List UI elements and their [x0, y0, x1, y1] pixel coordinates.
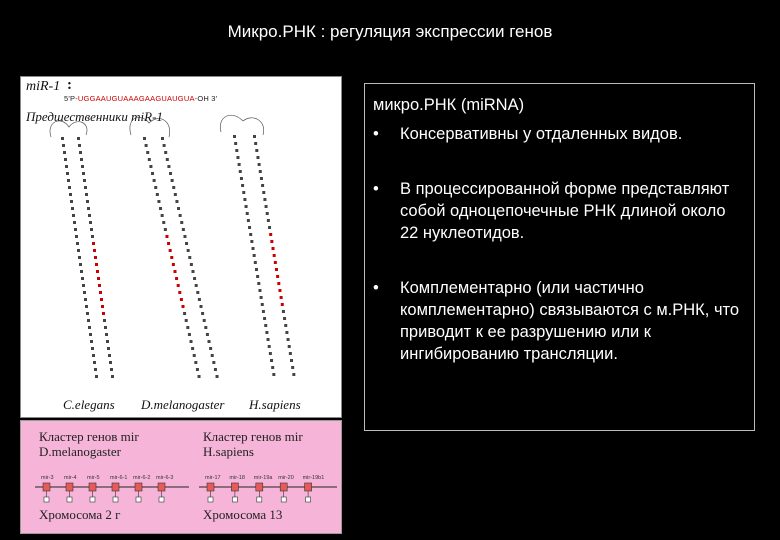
nucleotide-mark [258, 163, 261, 166]
nucleotide-mark [262, 310, 265, 313]
nucleotide-mark [85, 305, 88, 308]
bullet-dot: • [373, 125, 379, 143]
nucleotide-mark [185, 319, 188, 322]
gene-marker [44, 497, 49, 502]
species-label-dmelanogaster: D.melanogaster [141, 397, 225, 412]
nucleotide-mark [79, 151, 82, 154]
nucleotide-mark [260, 177, 263, 180]
nucleotide-mark [263, 198, 266, 201]
nucleotide-mark [179, 214, 182, 217]
nucleotide-mark [257, 282, 260, 285]
nucleotide-mark [270, 359, 273, 362]
nucleotide-mark [187, 249, 190, 252]
nucleotide-mark [193, 277, 196, 280]
bullet-item [373, 178, 746, 244]
nucleotide-mark [253, 135, 256, 138]
nucleotide-mark [79, 263, 82, 266]
nucleotide-mark [216, 375, 219, 378]
seq-suffix: OH 3' [197, 94, 218, 103]
nucleotide-mark [156, 193, 159, 196]
nucleotide-mark [74, 228, 77, 231]
nucleotide-mark [93, 249, 96, 252]
nucleotide-mark [105, 333, 108, 336]
nucleotide-mark [93, 361, 96, 364]
nucleotide-mark [76, 242, 79, 245]
cluster-dmel-title-line2: D.melanogaster [39, 444, 121, 459]
nucleotide-mark [83, 291, 86, 294]
nucleotide-mark [107, 347, 110, 350]
nucleotide-mark [254, 142, 257, 145]
nucleotide-mark [196, 368, 199, 371]
gene-label: mir-20 [278, 475, 294, 481]
gene-marker [67, 497, 72, 502]
nucleotide-mark [263, 317, 266, 320]
nucleotide-mark [154, 186, 157, 189]
gene-box [256, 483, 263, 491]
nucleotide-mark [95, 375, 98, 378]
hairpin-stems [61, 135, 295, 378]
nucleotide-mark [252, 247, 255, 250]
nucleotide-mark [182, 228, 185, 231]
mir1-precursor-figure [20, 76, 342, 418]
bullet-dot: • [373, 279, 379, 297]
nucleotide-mark [249, 233, 252, 236]
gene-marker [257, 497, 262, 502]
nucleotide-mark [157, 200, 160, 203]
nucleotide-mark [280, 296, 283, 299]
nucleotide-mark [98, 284, 101, 287]
nucleotide-mark [247, 219, 250, 222]
nucleotide-mark [109, 361, 112, 364]
gene-cluster-figure [20, 420, 342, 534]
nucleotide-mark [183, 235, 186, 238]
mir1-label: miR-1 [26, 79, 61, 94]
nucleotide-mark [69, 193, 72, 196]
nucleotide-mark [165, 235, 168, 238]
nucleotide-mark [68, 186, 71, 189]
nucleotide-mark [143, 137, 146, 140]
nucleotide-mark [149, 165, 152, 168]
nucleotide-mark [261, 303, 264, 306]
nucleotide-mark [86, 312, 89, 315]
nucleotide-mark [172, 263, 175, 266]
nucleotide-mark [169, 249, 172, 252]
nucleotide-mark [180, 221, 183, 224]
nucleotide-mark [188, 256, 191, 259]
nucleotide-mark [209, 347, 212, 350]
nucleotide-mark [196, 291, 199, 294]
cluster-dmel-title-line1: Кластер генов mir [39, 429, 139, 444]
nucleotide-mark [78, 144, 81, 147]
nucleotide-mark [66, 172, 69, 175]
panel-heading: микро.РНК (miRNA) [373, 96, 525, 114]
nucleotide-mark [240, 177, 243, 180]
nucleotide-mark [245, 205, 248, 208]
nucleotide-mark [91, 235, 94, 238]
nucleotide-mark [271, 366, 274, 369]
cluster-hsap-diagram [199, 475, 337, 502]
nucleotide-mark [162, 221, 165, 224]
nucleotide-mark [259, 170, 262, 173]
nucleotide-mark [65, 165, 68, 168]
nucleotide-mark [201, 312, 204, 315]
nucleotide-mark [87, 207, 90, 210]
nucleotide-mark [103, 319, 106, 322]
nucleotide-mark [89, 221, 92, 224]
nucleotide-mark [82, 172, 85, 175]
nucleotide-mark [212, 361, 215, 364]
bullet-item [373, 123, 746, 145]
gene-box [207, 483, 214, 491]
nucleotide-mark [235, 149, 238, 152]
nucleotide-mark [261, 184, 264, 187]
nucleotide-mark [264, 324, 267, 327]
nucleotide-mark [177, 207, 180, 210]
cluster-dmel-diagram [35, 475, 189, 502]
nucleotide-mark [267, 219, 270, 222]
nucleotide-mark [62, 144, 65, 147]
nucleotide-mark [61, 137, 64, 140]
nucleotide-mark [253, 254, 256, 257]
gene-marker [281, 497, 286, 502]
seq-prefix: 5'P [64, 94, 76, 103]
nucleotide-mark [265, 205, 268, 208]
nucleotide-mark [167, 165, 170, 168]
nucleotide-mark [190, 263, 193, 266]
nucleotide-mark [214, 368, 217, 371]
nucleotide-mark [174, 193, 177, 196]
nucleotide-mark [94, 256, 97, 259]
gene-label: mir-6-3 [156, 475, 174, 481]
nucleotide-mark [248, 226, 251, 229]
bullet-text: Комплементарно (или частично комплементарно) связываются с м.РНК, что приводит к ее разрушению или к ингибированию трансляции. [400, 279, 740, 363]
nucleotide-mark [198, 298, 201, 301]
nucleotide-mark [180, 298, 183, 301]
nucleotide-mark [84, 186, 87, 189]
nucleotide-mark [161, 137, 164, 140]
gene-marker [90, 497, 95, 502]
nucleotide-mark [97, 277, 100, 280]
nucleotide-mark [153, 179, 156, 182]
chromosome-label-hsap: Хромосома 13 [203, 507, 283, 522]
nucleotide-mark [285, 331, 288, 334]
nucleotide-mark [92, 354, 95, 357]
seq-red: UGGAAUGUAAAGAAGUAUGUA [77, 94, 195, 103]
nucleotide-mark [80, 158, 83, 161]
nucleotide-mark [88, 326, 91, 329]
nucleotide-mark [175, 277, 178, 280]
nucleotide-mark [274, 261, 277, 264]
nucleotide-mark [177, 284, 180, 287]
nucleotide-mark [186, 326, 189, 329]
nucleotide-mark [275, 268, 278, 271]
gene-label: mir-3 [41, 475, 54, 481]
nucleotide-mark [84, 298, 87, 301]
nucleotide-mark [265, 331, 268, 334]
cluster-hsap-title-line2: H.sapiens [203, 444, 254, 459]
nucleotide-mark [277, 282, 280, 285]
nucleotide-mark [182, 305, 185, 308]
nucleotide-mark [100, 298, 103, 301]
nucleotide-mark [169, 172, 172, 175]
nucleotide-mark [145, 144, 148, 147]
nucleotide-mark [146, 151, 149, 154]
gene-box [43, 483, 50, 491]
nucleotide-mark [77, 249, 80, 252]
nucleotide-mark [290, 359, 293, 362]
nucleotide-mark [268, 345, 271, 348]
gene-box [112, 483, 119, 491]
nucleotide-mark [163, 144, 166, 147]
nucleotide-mark [256, 156, 259, 159]
nucleotide-mark [198, 375, 201, 378]
nucleotide-mark [164, 151, 167, 154]
nucleotide-mark [291, 366, 294, 369]
gene-marker [208, 497, 213, 502]
nucleotide-mark [260, 296, 263, 299]
nucleotide-mark [110, 368, 113, 371]
nucleotide-mark [269, 352, 272, 355]
nucleotide-mark [102, 312, 105, 315]
nucleotide-mark [170, 256, 173, 259]
nucleotide-mark [72, 214, 75, 217]
nucleotide-mark [90, 228, 93, 231]
gene-label: mir-18 [229, 475, 245, 481]
nucleotide-mark [255, 268, 258, 271]
nucleotide-mark [206, 333, 209, 336]
species-label-celegans: C.elegans [63, 397, 115, 412]
slide-title: Микро.РНК : регуляция экспрессии генов [227, 22, 553, 41]
nucleotide-mark [83, 179, 86, 182]
nucleotide-mark [172, 186, 175, 189]
nucleotide-mark [77, 137, 80, 140]
nucleotide-mark [88, 214, 91, 217]
bullet-dot: • [373, 180, 379, 198]
nucleotide-mark [234, 142, 237, 145]
nucleotide-mark [95, 263, 98, 266]
nucleotide-mark [70, 200, 73, 203]
nucleotide-mark [203, 319, 206, 322]
nucleotide-mark [190, 340, 193, 343]
nucleotide-mark [282, 310, 285, 313]
nucleotide-mark [233, 135, 236, 138]
nucleotide-mark [194, 361, 197, 364]
nucleotide-mark [287, 338, 290, 341]
nucleotide-mark [73, 221, 76, 224]
bullet-item [373, 277, 746, 365]
bullet-text: Консервативны у отдаленных видов. [400, 125, 683, 143]
nucleotide-mark [258, 289, 261, 292]
nucleotide-mark [101, 305, 104, 308]
nucleotide-mark [289, 352, 292, 355]
cluster-hsap-title-line1: Кластер генов mir [203, 429, 303, 444]
nucleotide-mark [104, 326, 107, 329]
nucleotide-mark [63, 151, 66, 154]
nucleotide-mark [254, 261, 257, 264]
gene-label: mir-19b1 [302, 475, 325, 481]
nucleotide-mark [191, 347, 194, 350]
nucleotide-mark [81, 165, 84, 168]
nucleotide-mark [238, 163, 241, 166]
nucleotide-mark [178, 291, 181, 294]
nucleotide-mark [273, 254, 276, 257]
nucleotide-mark [67, 179, 70, 182]
gene-box [280, 483, 287, 491]
nucleotide-mark [246, 212, 249, 215]
gene-box [305, 483, 312, 491]
nucleotide-mark [64, 158, 67, 161]
nucleotide-mark [85, 193, 88, 196]
gene-label: mir-6-1 [110, 475, 128, 481]
nucleotide-mark [292, 373, 295, 376]
nucleotide-mark [161, 214, 164, 217]
nucleotide-mark [239, 170, 242, 173]
nucleotide-mark [191, 270, 194, 273]
nucleotide-mark [106, 340, 109, 343]
gene-label: mir-17 [205, 475, 221, 481]
nucleotide-mark [250, 240, 253, 243]
nucleotide-mark [200, 305, 203, 308]
nucleotide-mark [71, 207, 74, 210]
nucleotide-mark [268, 226, 271, 229]
nucleotide-mark [171, 179, 174, 182]
nucleotide-mark [82, 284, 85, 287]
nucleotide-mark [241, 184, 244, 187]
nucleotide-mark [208, 340, 211, 343]
nucleotide-mark [266, 212, 269, 215]
bullet-text: В процессированной форме представляют собой одноцепочечные РНК длиной около 22 нуклеотидов. [400, 180, 730, 242]
nucleotide-mark [111, 375, 114, 378]
chromosome-label-dmel: Хромосома 2 г [39, 507, 121, 522]
nucleotide-mark [272, 247, 275, 250]
nucleotide-mark [75, 235, 78, 238]
nucleotide-mark [99, 291, 102, 294]
nucleotide-mark [256, 275, 259, 278]
nucleotide-mark [242, 191, 245, 194]
text-panel [364, 83, 755, 431]
nucleotide-mark [283, 317, 286, 320]
nucleotide-mark [211, 354, 214, 357]
nucleotide-mark [86, 200, 89, 203]
hairpin-loop-3 [220, 115, 263, 135]
gene-box [135, 483, 142, 491]
nucleotide-mark [108, 354, 111, 357]
nucleotide-mark [272, 373, 275, 376]
precursors-label: Предшественники miR-1 [26, 109, 163, 124]
gene-box [66, 483, 73, 491]
mir1-sequence: 5'P-UGGAAUGUAAAGAAGUAUGUA-OH 3' [64, 94, 218, 103]
gene-box [89, 483, 96, 491]
nucleotide-mark [87, 319, 90, 322]
gene-label: mir-19a [253, 475, 273, 481]
nucleotide-mark [267, 338, 270, 341]
nucleotide-mark [288, 345, 291, 348]
nucleotide-mark [94, 368, 97, 371]
gene-marker [113, 497, 118, 502]
nucleotide-mark [183, 312, 186, 315]
gene-label: mir-4 [64, 475, 77, 481]
nucleotide-mark [148, 158, 151, 161]
nucleotide-mark [270, 240, 273, 243]
nucleotide-mark [166, 158, 169, 161]
nucleotide-mark [188, 333, 191, 336]
nucleotide-mark [81, 277, 84, 280]
nucleotide-mark [269, 233, 272, 236]
nucleotide-mark [78, 256, 81, 259]
gene-label: mir-5 [87, 475, 100, 481]
nucleotide-mark [167, 242, 170, 245]
gene-box [231, 483, 238, 491]
nucleotide-mark [96, 270, 99, 273]
nucleotide-mark [243, 198, 246, 201]
nucleotide-mark [278, 289, 281, 292]
nucleotide-mark [193, 354, 196, 357]
nucleotide-mark [91, 347, 94, 350]
nucleotide-mark [276, 275, 279, 278]
hairpin-structures [21, 77, 343, 419]
gene-marker [232, 497, 237, 502]
nucleotide-mark [92, 242, 95, 245]
nucleotide-mark [80, 270, 83, 273]
nucleotide-mark [236, 156, 239, 159]
nucleotide-mark [175, 200, 178, 203]
nucleotide-mark [164, 228, 167, 231]
mir1-colon: : [67, 77, 72, 93]
nucleotide-mark [284, 324, 287, 327]
nucleotide-mark [262, 191, 265, 194]
nucleotide-mark [89, 333, 92, 336]
nucleotide-mark [173, 270, 176, 273]
nucleotide-mark [255, 149, 258, 152]
nucleotide-mark [195, 284, 198, 287]
nucleotide-mark [90, 340, 93, 343]
gene-marker [136, 497, 141, 502]
nucleotide-mark [185, 242, 188, 245]
species-label-hsapiens: H.sapiens [249, 397, 301, 412]
gene-box [158, 483, 165, 491]
nucleotide-mark [151, 172, 154, 175]
nucleotide-mark [159, 207, 162, 210]
gene-label: mir-6-2 [133, 475, 151, 481]
nucleotide-mark [204, 326, 207, 329]
gene-marker [306, 497, 311, 502]
nucleotide-mark [281, 303, 284, 306]
gene-marker [159, 497, 164, 502]
